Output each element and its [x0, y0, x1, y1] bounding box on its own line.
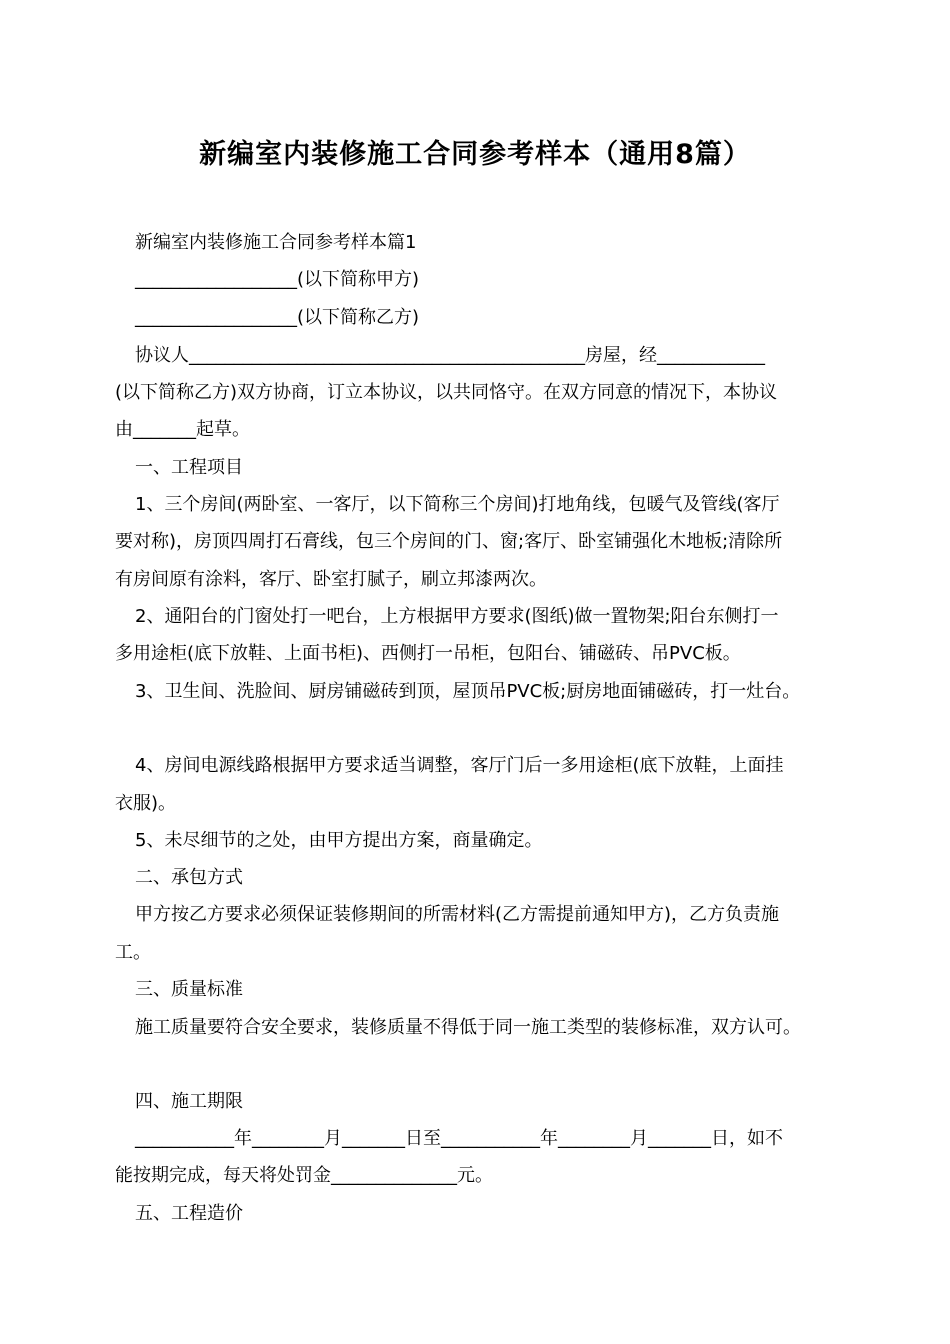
document-title: 新编室内装修施工合同参考样本（通用8篇）	[199, 139, 751, 170]
section-heading: 二、承包方式	[135, 867, 243, 888]
paragraph-line: 3、卫生间、洗脸间、厨房铺磁砖到顶，屋顶吊PVC板;厨房地面铺磁砖，打一灶台。	[135, 681, 801, 702]
section-heading: 四、施工期限	[135, 1091, 243, 1112]
paragraph-line: 有房间原有涂料，客厅、卧室打腻子，刷立邦漆两次。	[115, 569, 547, 590]
paragraph-line: 2、通阳台的门窗处打一吧台，上方根据甲方要求(图纸)做一置物架;阳台东侧打一	[135, 606, 779, 627]
section-heading: 一、工程项目	[135, 457, 243, 478]
paragraph-line: 1、三个房间(两卧室、一客厅，以下简称三个房间)打地角线，包暖气及管线(客厅	[135, 494, 780, 515]
paragraph-line: (以下简称乙方)双方协商，订立本协议，以共同恪守。在双方同意的情况下，本协议	[115, 382, 778, 403]
paragraph-line: 施工质量要符合安全要求，装修质量不得低于同一施工类型的装修标准，双方认可。	[135, 1017, 801, 1038]
paragraph-line: 衣服)。	[115, 793, 177, 814]
paragraph-line: 要对称)，房顶四周打石膏线，包三个房间的门、窗;客厅、卧室铺强化木地板;清除所	[115, 531, 783, 552]
paragraph-line: 4、房间电源线路根据甲方要求适当调整，客厅门后一多用途柜(底下放鞋，上面挂	[135, 755, 784, 776]
section-heading: 新编室内装修施工合同参考样本篇1	[135, 232, 417, 253]
paragraph-line: 甲方按乙方要求必须保证装修期间的所需材料(乙方需提前通知甲方)，乙方负责施	[135, 904, 780, 925]
paragraph-line: 多用途柜(底下放鞋、上面书柜)、西侧打一吊柜，包阳台、铺磁砖、吊PVC板。	[115, 643, 741, 664]
party-b-line: __________________(以下简称乙方)	[135, 307, 420, 328]
section-heading: 五、工程造价	[135, 1203, 243, 1224]
paragraph-line: 协议人____________________________________________房屋，经____________	[135, 345, 765, 366]
paragraph-line: 由_______起草。	[115, 419, 250, 440]
paragraph-line: 5、未尽细节的之处，由甲方提出方案，商量确定。	[135, 830, 543, 851]
party-a-line: __________________(以下简称甲方)	[135, 269, 420, 290]
paragraph-line: ___________年________月_______日至___________年________月_______日，如不	[135, 1128, 783, 1149]
paragraph-line: 能按期完成，每天将处罚金______________元。	[115, 1165, 493, 1186]
section-heading: 三、质量标准	[135, 979, 243, 1000]
paragraph-line: 工。	[115, 942, 151, 963]
